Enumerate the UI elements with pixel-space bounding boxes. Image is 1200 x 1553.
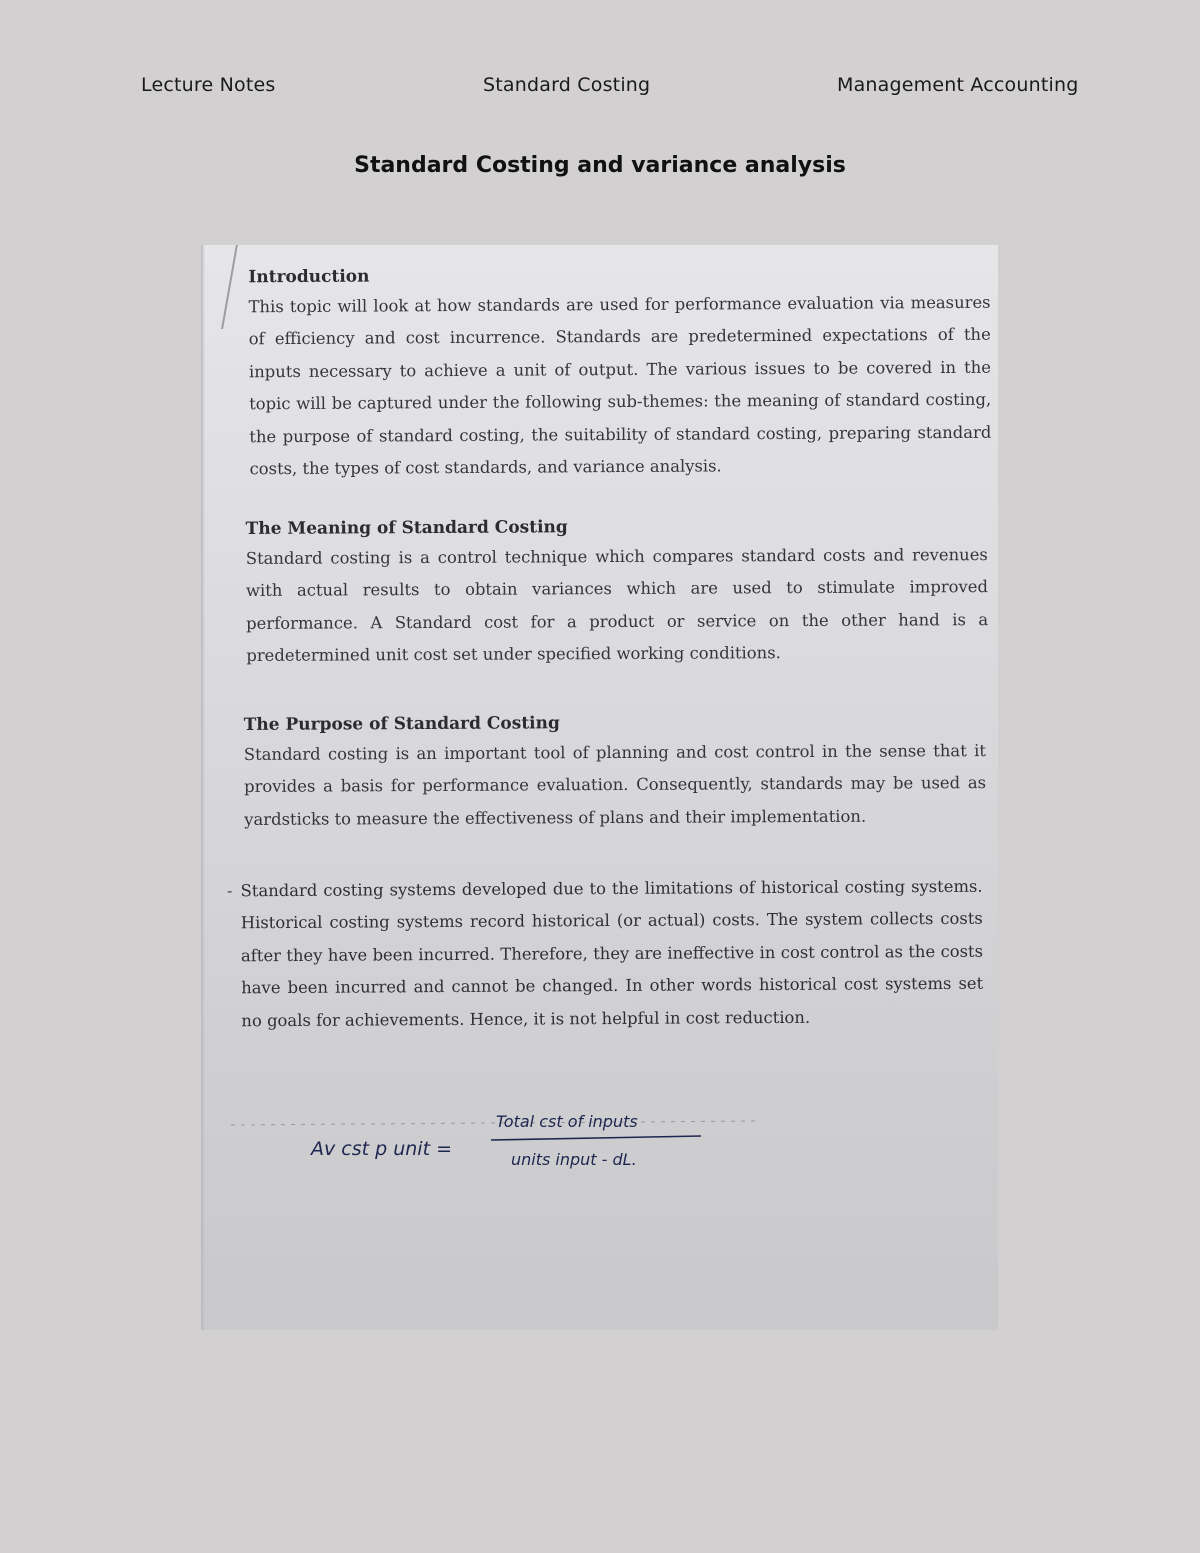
header-right-label: Management Accounting: [837, 74, 1079, 96]
fraction-bar: [491, 1136, 701, 1140]
formula-denominator: units input - dL.: [511, 1150, 637, 1169]
page-title: Standard Costing and variance analysis: [354, 153, 846, 178]
bullet-icon: -: [227, 881, 233, 900]
header-center-label: Standard Costing: [483, 74, 651, 96]
section-historical-costing: [241, 871, 984, 1038]
scan-folded-corner: [201, 245, 239, 329]
section-body: This topic will look at how standards are used for performance evaluation via measures of efficiency and cost incurrence. Standards are predetermined expectations of the inputs necessary to achieve a unit of output. The various issues to be covered in the topic will be captured under the following sub-themes: the meaning of standard costing, the purpose of standard costing, the suitability of standard costing, preparing standard costs, the types of cost standards, and variance analysis.: [248, 292, 992, 479]
section-heading: The Meaning of Standard Costing: [245, 517, 568, 539]
section-heading: The Purpose of Standard Costing: [243, 713, 560, 735]
formula-left-term: Av cst p unit =: [311, 1138, 452, 1160]
header-left-label: Lecture Notes: [141, 74, 276, 96]
section-body: Standard costing is a control technique which compares standard costs and revenues with actual results to obtain variances which are used to stimulate improved performance. A Standard cost for a product or service on the other hand is a predetermined unit cost set under specified working conditions.: [245, 545, 989, 666]
formula-numerator: Total cst of inputs: [496, 1112, 638, 1131]
section-purpose: [244, 711, 987, 836]
section-body: Standard costing is an important tool of planning and cost control in the sense that it provides a basis for performance evaluation. Consequently, standards may be used as yardsticks to measure the effectiveness of plans and their implementation.: [243, 741, 987, 829]
section-introduction: [248, 263, 991, 486]
section-meaning: [246, 515, 989, 673]
section-heading: Introduction: [248, 266, 370, 288]
handwritten-formula: [201, 1085, 998, 1225]
scanned-page-image: [201, 245, 998, 1330]
section-body: Standard costing systems developed due to the limitations of historical costing systems. Historical costing systems record historical (or actual) costs. The system collects costs after they have been incurred. Therefore, they are ineffective in cost control as the costs have been incurred and cannot be changed. In other words historical cost systems set no goals for achievements. Hence, it is not helpful in cost reduction.: [240, 876, 984, 1030]
